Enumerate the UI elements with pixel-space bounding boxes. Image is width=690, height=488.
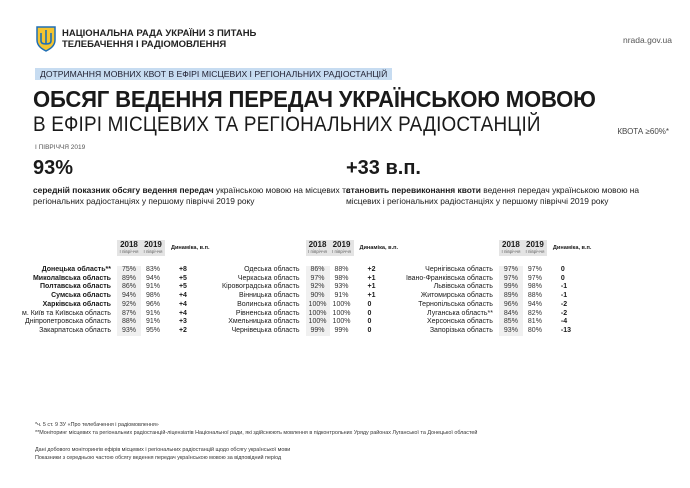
table-row [406, 266, 597, 275]
value-2019: 91% [145, 318, 160, 326]
footnote-1: *ч. 5 ст. 9 ЗУ «Про телебачення і радіомовлення» [35, 422, 159, 428]
region-name: Дніпропетровська область [25, 318, 111, 326]
value-2019: 93% [334, 283, 349, 291]
region-name: Луганська область** [427, 309, 493, 317]
col-2019: 2019 І півріччя [141, 240, 165, 256]
dynamics-value: 0 [367, 318, 372, 326]
value-2019: 82% [527, 309, 542, 317]
value-2019: 100% [332, 309, 351, 317]
dynamics-value: +4 [178, 300, 187, 308]
table-row [222, 283, 404, 292]
value-2019: 97% [527, 266, 542, 273]
table-row [222, 318, 404, 327]
dynamics-value: 0 [560, 274, 565, 282]
region-name: Одеська область [244, 266, 300, 273]
value-2018: 92% [117, 301, 141, 310]
value-2018: 100% [306, 301, 330, 310]
stat-excess-text [346, 185, 646, 207]
value-2018: 84% [499, 310, 523, 319]
value-2018: 89% [499, 292, 523, 301]
dynamics-value: +1 [367, 274, 376, 282]
dynamics-value: -1 [560, 292, 568, 300]
value-2019: 88% [527, 292, 542, 300]
dynamics-value: +4 [178, 292, 187, 300]
region-name: Вінницька область [239, 292, 300, 300]
value-2018: 75% [117, 266, 141, 275]
col-2019: 2019 І півріччя [523, 240, 547, 256]
dynamics-value: +1 [367, 292, 376, 300]
value-2018: 100% [306, 318, 330, 327]
region-name: м. Київ та Київська область [22, 309, 111, 317]
table-row [22, 283, 215, 292]
col-dynamics: Динаміка, в.п. [359, 245, 399, 251]
value-2019: 99% [334, 326, 349, 334]
dynamics-value: -4 [560, 318, 568, 326]
dynamics-value: 0 [560, 266, 565, 273]
value-2018: 100% [306, 310, 330, 319]
org-line-1: НАЦІОНАЛЬНА РАДА УКРАЇНИ З ПИТАНЬ [62, 28, 257, 39]
region-name: Миколаївська область [32, 274, 111, 282]
region-name: Херсонська область [427, 318, 493, 326]
value-2019: 91% [334, 292, 349, 300]
stat-average-text-bold: середній показник обсягу ведення передач [33, 185, 214, 195]
value-2019: 95% [145, 326, 160, 334]
value-2019: 98% [527, 283, 542, 291]
value-2018: 97% [499, 275, 523, 284]
value-2018: 85% [499, 318, 523, 327]
table-row [222, 292, 404, 301]
dynamics-value: 0 [367, 300, 372, 308]
stat-average-value: 93% [33, 157, 74, 179]
table-row [22, 318, 215, 327]
value-2019: 80% [527, 326, 542, 334]
organization-name [62, 28, 256, 50]
dynamics-value: +5 [178, 283, 187, 291]
value-2018: 90% [306, 292, 330, 301]
col-2018: 2018 І півріччя [499, 240, 523, 256]
dynamics-value: -2 [560, 300, 568, 308]
value-2018: 99% [306, 327, 330, 336]
region-name: Донецька область** [41, 266, 111, 273]
value-2018: 86% [306, 266, 330, 275]
col-dynamics: Динаміка, в.п. [552, 245, 592, 251]
period-label: І ПІВРІЧЧЯ 2019 [35, 144, 86, 151]
table-row [222, 327, 404, 336]
value-2019: 100% [332, 318, 351, 326]
value-2019: 91% [145, 309, 160, 317]
footnote-3: Дані добового моніторингів ефірів місцевих і регіональних радіостанцій щодо обсягу української мови [35, 447, 291, 453]
table-row [406, 310, 597, 319]
value-2018: 88% [117, 318, 141, 327]
footnote-2: **Моніторинг місцевих та регіональних радіостанцій-ліцензіатів Національної ради, які здійснюють мовлення в підконтрольних Уряду районах Луганської та Донецької областей [35, 430, 478, 436]
stat-excess-text-rest: ведення передач українською мовою на місцевих і регіональних радіостанціях у першому півріччі 2019 року [346, 185, 640, 206]
value-2019: 83% [145, 266, 160, 273]
value-2019: 94% [145, 274, 160, 282]
dynamics-value: +5 [178, 274, 187, 282]
value-2018: 99% [499, 283, 523, 292]
col-2018: 2018 І півріччя [306, 240, 330, 256]
stat-average [33, 157, 373, 207]
page-title-line-1: ОБСЯГ ВЕДЕННЯ ПЕРЕДАЧ УКРАЇНСЬКОЮ МОВОЮ [33, 86, 596, 112]
value-2019: 94% [527, 300, 542, 308]
col-2018: 2018 І півріччя [117, 240, 141, 256]
site-link[interactable]: nrada.gov.ua [623, 35, 672, 45]
value-2019: 100% [332, 300, 351, 308]
stat-excess-text-bold: становить перевиконання квоти [346, 185, 481, 195]
table-row [222, 301, 404, 310]
quota-label: КВОТА ≥60%* [617, 127, 669, 136]
org-line-2: ТЕЛЕБАЧЕННЯ І РАДІОМОВЛЕННЯ [62, 39, 227, 50]
value-2018: 89% [117, 275, 141, 284]
value-2018: 86% [117, 283, 141, 292]
dynamics-value: +2 [178, 326, 187, 334]
page-title-line-2: В ЕФІРІ МІСЦЕВИХ ТА РЕГІОНАЛЬНИХ РАДІОСТАНЦІЙ [33, 113, 541, 136]
region-name: Івано-Франківська область [406, 274, 493, 282]
region-name: Полтавська область [40, 283, 111, 291]
region-name: Чернігівська область [425, 266, 493, 273]
col-dynamics: Динаміка, в.п. [170, 245, 210, 251]
region-table-2 [222, 240, 404, 336]
value-2018: 92% [306, 283, 330, 292]
dynamics-value: -2 [560, 309, 568, 317]
region-name: Львівська область [433, 283, 493, 291]
value-2019: 97% [527, 274, 542, 282]
footnote-4: Показники з середньою частою обсягу ведення передач українською мовою за відповідний період [35, 455, 282, 461]
table-row [22, 266, 215, 275]
value-2018: 87% [117, 310, 141, 319]
region-name: Житомирська область [420, 292, 493, 300]
value-2019: 81% [527, 318, 542, 326]
region-name: Запорізька область [429, 326, 493, 334]
stat-excess [346, 157, 646, 207]
dynamics-value: 0 [367, 326, 372, 334]
region-table-1 [22, 240, 215, 336]
value-2018: 93% [499, 327, 523, 336]
value-2019: 98% [145, 292, 160, 300]
stat-average-text-rest: українською мовою на місцевих та регіональних радіостанціях у першому півріччі 2019 року [33, 185, 351, 206]
region-name: Хмельницька область [228, 318, 300, 326]
table-row [22, 292, 215, 301]
region-table-3 [406, 240, 597, 336]
region-name: Сумська область [51, 292, 111, 300]
table-row [22, 327, 215, 336]
value-2019: 91% [145, 283, 160, 291]
table-row [406, 327, 597, 336]
value-2018: 94% [117, 292, 141, 301]
table-row [222, 310, 404, 319]
region-name: Черкаська область [237, 274, 300, 282]
value-2018: 97% [499, 266, 523, 275]
dynamics-value: +1 [367, 283, 376, 291]
dynamics-value: -1 [560, 283, 568, 291]
stat-average-text [33, 185, 373, 207]
value-2019: 96% [145, 300, 160, 308]
table-row [406, 292, 597, 301]
value-2018: 93% [117, 327, 141, 336]
region-name: Кіровоградська область [222, 283, 300, 291]
dynamics-value: +3 [178, 318, 187, 326]
dynamics-value: -13 [560, 326, 572, 334]
stat-excess-value: +33 в.п. [346, 157, 421, 179]
table-row [406, 283, 597, 292]
table-row [22, 301, 215, 310]
topic-label: ДОТРИМАННЯ МОВНИХ КВОТ В ЕФІРІ МІСЦЕВИХ І РЕГІОНАЛЬНИХ РАДІОСТАНЦІЙ [35, 68, 392, 80]
trident-logo-icon [35, 24, 57, 52]
value-2018: 97% [306, 275, 330, 284]
dynamics-value: 0 [367, 309, 372, 317]
dynamics-value: +8 [178, 266, 187, 273]
value-2019: 98% [334, 274, 349, 282]
region-name: Тернопільська область [418, 300, 493, 308]
region-name: Закарпатська область [39, 326, 111, 334]
table-row [22, 310, 215, 319]
table-row [222, 266, 404, 275]
region-name: Харківська область [42, 300, 111, 308]
region-name: Рівненська область [235, 309, 300, 317]
value-2018: 96% [499, 301, 523, 310]
col-2019: 2019 І півріччя [330, 240, 354, 256]
dynamics-value: +4 [178, 309, 187, 317]
value-2019: 88% [334, 266, 349, 273]
region-name: Волинська область [237, 300, 300, 308]
table-row [406, 318, 597, 327]
dynamics-value: +2 [367, 266, 376, 273]
region-name: Чернівецька область [231, 326, 300, 334]
table-row [406, 301, 597, 310]
